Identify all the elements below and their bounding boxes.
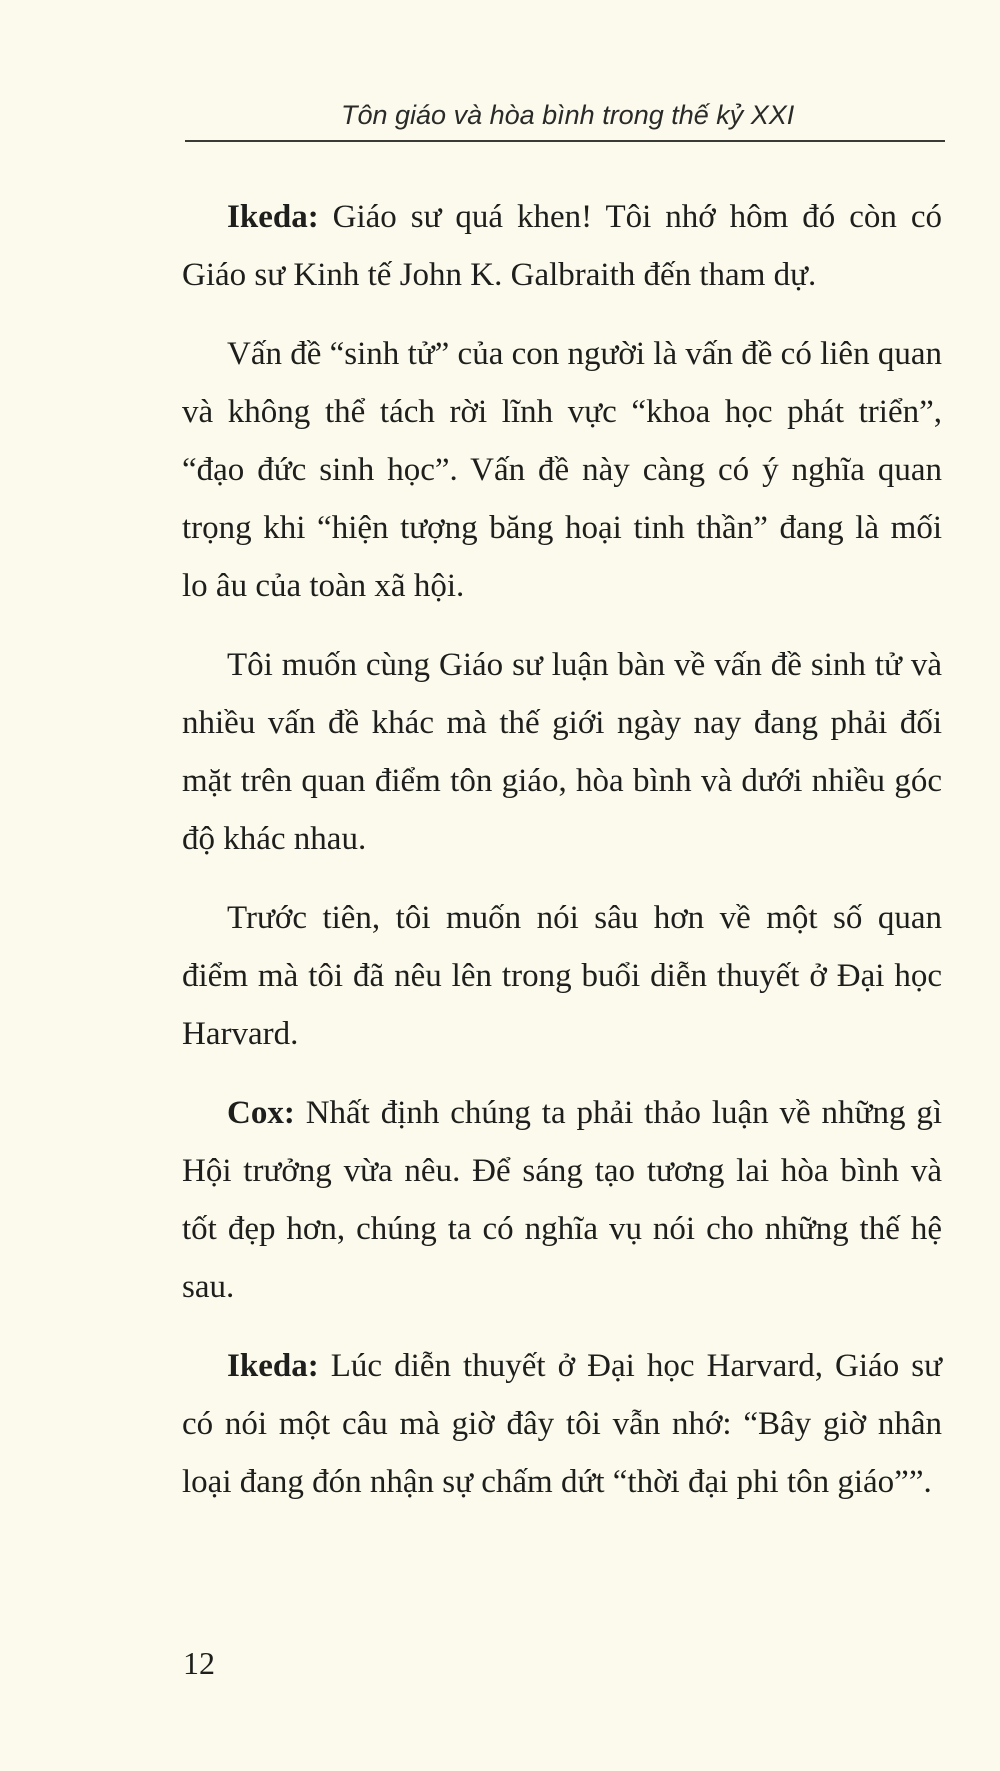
paragraph-6 [182,1337,942,1511]
paragraph-text: Trước tiên, tôi muốn nói sâu hơn về một số quan điểm mà tôi đã nêu lên trong buổi diễn thuyết ở Đại học Harvard. [182,900,942,1052]
page-number: 12 [183,1645,215,1681]
paragraph-1 [182,188,942,304]
speaker-label: Ikeda: [227,1348,319,1384]
paragraph-text: Giáo sư quá khen! Tôi nhớ hôm đó còn có Giáo sư Kinh tế John K. Galbraith đến tham dự. [182,199,942,293]
paragraph-5 [182,1084,942,1316]
body-text [182,188,942,1532]
running-header-title: Tôn giáo và hòa bình trong thế kỷ XXI [341,100,795,130]
speaker-label: Cox: [227,1095,295,1131]
paragraph-4 [182,889,942,1063]
paragraph-text: Vấn đề “sinh tử” của con người là vấn đề có liên quan và không thể tách rời lĩnh vực “khoa học phát triển”, “đạo đức sinh học”. Vấn đề này càng có ý nghĩa quan trọng khi “hiện tượng băng hoại tinh thần” đang là mối lo âu của toàn xã hội. [182,336,942,604]
paragraph-text: Lúc diễn thuyết ở Đại học Harvard, Giáo sư có nói một câu mà giờ đây tôi vẫn nhớ: “Bây giờ nhân loại đang đón nhận sự chấm dứt “thời đại phi tôn giáo””. [182,1348,942,1500]
paragraph-2 [182,325,942,615]
paragraph-text: Nhất định chúng ta phải thảo luận về những gì Hội trưởng vừa nêu. Để sáng tạo tương lai hòa bình và tốt đẹp hơn, chúng ta có nghĩa vụ nói cho những thế hệ sau. [182,1095,942,1305]
speaker-label: Ikeda: [227,199,319,235]
paragraph-text: Tôi muốn cùng Giáo sư luận bàn về vấn đề sinh tử và nhiều vấn đề khác mà thế giới ngày nay đang phải đối mặt trên quan điểm tôn giáo, hòa bình và dưới nhiều góc độ khác nhau. [182,647,942,857]
running-header [185,98,945,142]
paragraph-3 [182,636,942,868]
